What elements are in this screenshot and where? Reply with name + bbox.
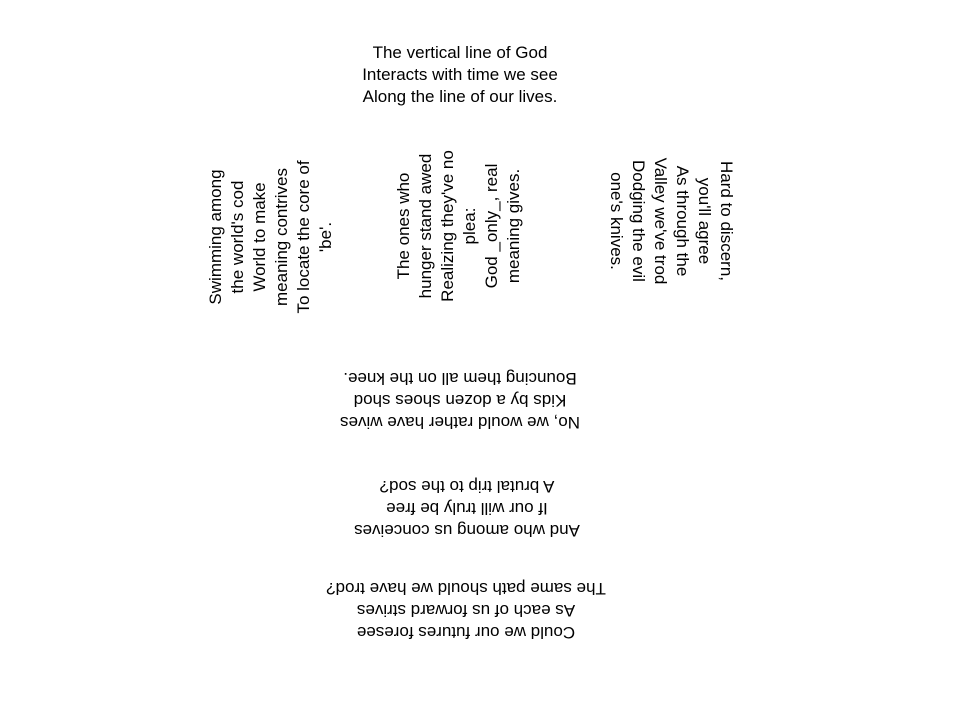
stanza-left-rotated — [205, 160, 337, 313]
stanza-line: Realizing they've no — [438, 150, 457, 302]
stanza-top — [260, 42, 660, 108]
stanza-middle-rotated — [393, 150, 525, 302]
stanza-line: meaning gives. — [504, 168, 523, 284]
stanza-line: The same path should we have trod? — [326, 579, 606, 598]
stanza-line: Interacts with time we see — [362, 65, 558, 84]
stanza-line: As each of us forward strives — [356, 601, 576, 620]
stanza-line: The vertical line of God — [372, 43, 548, 62]
stanza-right-rotated — [605, 158, 737, 285]
stanza-line: Swimming among — [206, 169, 225, 305]
stanza-inverted-2 — [354, 475, 580, 541]
stanza-inverted-3 — [326, 577, 606, 643]
stanza-line: you'll agree — [695, 177, 714, 265]
stanza-line: Could we our futures foresee — [356, 623, 576, 642]
stanza-line: one's knives. — [607, 172, 626, 270]
stanza-line: meaning contrives — [272, 168, 291, 306]
stanza-line: No, we would rather have wives — [339, 413, 581, 432]
stanza-line: The ones who — [394, 172, 413, 280]
stanza-line: As through the — [673, 165, 692, 277]
stanza-line: Hard to discern, — [717, 161, 736, 281]
stanza-line: Kids by a dozen shoes shod — [353, 391, 567, 410]
stanza-line: Valley we've trod — [651, 157, 670, 285]
stanza-line: If our will truly be free — [386, 499, 548, 518]
stanza-line: Bouncing them all on the knee. — [343, 369, 577, 388]
stanza-line: 'be'. — [316, 221, 335, 253]
stanza-line: the world's cod — [228, 180, 247, 294]
stanza-line: hunger stand awed — [416, 153, 435, 299]
stanza-line: World to make — [250, 182, 269, 292]
stanza-line: God _only_, real — [482, 163, 501, 289]
stanza-inverted-1 — [340, 367, 580, 433]
stanza-line: A brutal trip to the sod? — [379, 477, 555, 496]
stanza-line: plea: — [460, 207, 479, 245]
stanza-line: Dodging the evil — [629, 160, 648, 282]
stanza-line: To locate the core of — [294, 160, 313, 314]
stanza-line: Along the line of our lives. — [362, 87, 558, 106]
stanza-line: And who among us conceives — [354, 521, 580, 540]
